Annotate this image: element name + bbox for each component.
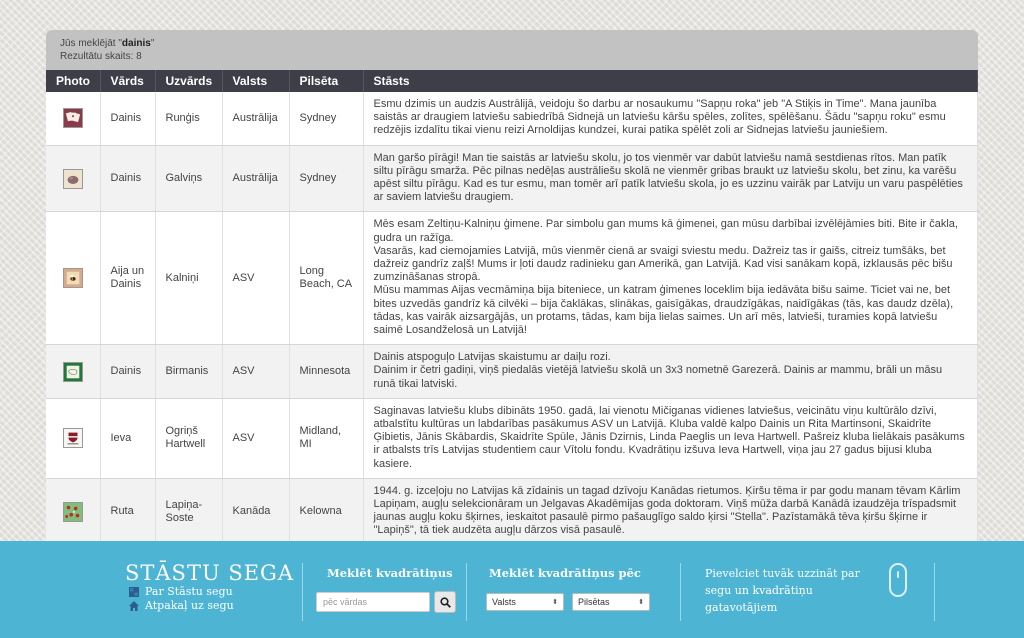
info-text: Pievelciet tuvāk uzzināt par segu un kvadrātiņu gatavotājiem xyxy=(705,567,860,614)
back-link-label: Atpakaļ uz segu xyxy=(145,599,234,612)
results-count: Rezultātu skaits: 8 xyxy=(60,51,142,62)
footer xyxy=(0,541,1024,638)
last-name-cell: Lapiņa-Soste xyxy=(155,478,222,545)
mouse-scroll-icon[interactable] xyxy=(889,563,907,597)
country-cell: ASV xyxy=(222,398,289,478)
photo-cell xyxy=(46,398,100,478)
club-emblem-quilt-square-thumbnail[interactable] xyxy=(63,428,83,448)
country-cell: ASV xyxy=(222,345,289,399)
bee-quilt-square-thumbnail[interactable] xyxy=(63,268,83,288)
search-query-line: Jūs meklējāt "dainis" xyxy=(60,38,155,49)
divider xyxy=(466,563,467,621)
home-icon xyxy=(129,601,139,611)
table-row[interactable] xyxy=(46,398,978,478)
about-link[interactable] xyxy=(129,585,233,598)
table-header-row xyxy=(46,70,978,92)
photo-cell xyxy=(46,212,100,345)
name-search-input[interactable] xyxy=(316,592,430,612)
story-cell: Saginavas latviešu klubs dibināts 1950. gadā, lai vienotu Mičiganas vidienes latviešus, veicinātu viņu kultūrālo dzīvi, atbalstītu kultūras un labdarības pasākumus ASV un Latvijā. Kluba valdē kalpo Dainis un Rita Martinsoni, Skaidrīte Ģibietis, Jānis Skābardis, Skaidrīte Spūle, Jānis Dzirnis, Linda Paeglis un Ieva Hartwell. Pašreiz kluba lielākais pasākums ir atbalsts trīs Latvijas studentiem caur Vītolu fondu. Kvadrātiņu izšuva Ieva Hartwell, viņa jau 27 gadus bijusi kluba kasiere. xyxy=(363,398,978,478)
city-cell: Minnesota xyxy=(289,345,363,399)
filter-title: Meklēt kvadrātiņus pēc xyxy=(489,566,641,580)
city-cell: Sydney xyxy=(289,92,363,145)
back-link[interactable] xyxy=(129,599,234,612)
story-cell: Mēs esam Zeltiņu-Kalniņu ģimene. Par simbolu gan mums kā ģimenei, gan mūsu darbībai izvēlējāmies biti. Bite ir čakla, gudra un ražīga. Vasarās, kad ciemojamies Latvijā, mūs vienmēr cienā ar svaigi sviestu medu. Dažreiz tas ir gaišs, citreiz tumšāks, bet dažreiz gandrīz zaļš! Mums ir ļoti daudz radinieku gan Amerikā, gan Latvijā. Kad visi sanākam kopā, izklausās pēc bišu zumzināšanas stropā. Mūsu mammas Aijas vecmāmiņa bija biteniece, un katram ģimenes loceklim bija iedāvāta bišu saime. Ticiet vai ne, bet bites uzvedās gandrīz kā cilvēki – bija čaklākas, slinākas, gaisīgākas, draudzīgākas, naidīgākas (tās, kas daudz dzēla), tādas, kas vairāk aizsargājās, un protams, tādas, kam bija lielas saimes. Un arī mēs, latvieši, turamies kopā latviešu saimē Losandželosā un Latvijā! xyxy=(363,212,978,345)
country-cell: Kanāda xyxy=(222,478,289,545)
search-title: Meklēt kvadrātiņus xyxy=(327,566,453,580)
results-table xyxy=(46,70,978,546)
city-select-value: Pilsētas xyxy=(578,597,610,607)
photo-cell xyxy=(46,92,100,145)
city-cell: Kelowna xyxy=(289,478,363,545)
photo-cell xyxy=(46,478,100,545)
last-name-cell: Kalniņi xyxy=(155,212,222,345)
last-name-cell: Runģis xyxy=(155,92,222,145)
results-panel xyxy=(46,30,978,550)
bread-quilt-square-thumbnail[interactable] xyxy=(63,169,83,189)
playing-cards-quilt-square-thumbnail[interactable] xyxy=(63,108,83,128)
chevron-updown-icon: ⬍ xyxy=(552,599,558,606)
country-cell: Austrālija xyxy=(222,92,289,145)
brand-logo[interactable]: STĀSTU SEGA xyxy=(125,561,294,585)
table-body xyxy=(46,92,978,545)
column-header: Photo xyxy=(46,70,100,92)
table-row[interactable] xyxy=(46,478,978,545)
divider xyxy=(680,563,681,621)
last-name-cell: Birmanis xyxy=(155,345,222,399)
cherries-quilt-square-thumbnail[interactable] xyxy=(63,502,83,522)
last-name-cell: Galviņs xyxy=(155,145,222,212)
column-header: Stāsts xyxy=(363,70,978,92)
first-name-cell: Ruta xyxy=(100,478,155,545)
column-header: Vārds xyxy=(100,70,155,92)
story-cell: 1944. g. izceļoju no Latvijas kā zīdainis un tagad dzīvoju Kanādas rietumos. Ķiršu tēma ir par godu manam tēvam Kārlim Lapiņam, augļu selekcionāram un Jelgavas Akadēmijas goda doktoram. Viņš mūža darbā Kanādā izaudzēja trīspadsmit jaunas augļu koku šķirnes, ieskaitot pasaulē pirmo pašauglīgo saldo ķirsi "Stella". Pazīstamākā tēva ķiršu šķirne ir "Lapiņš", tā tiek audzēta augļu dārzos visā pasaulē. xyxy=(363,478,978,545)
first-name-cell: Dainis xyxy=(100,345,155,399)
story-cell: Man garšo pīrāgi! Man tie saistās ar latviešu skolu, jo tos vienmēr var dabūt latviešu namā sestdienas rītos. Man patīk siltu pīrāgu smarža. Pēc pilnas nedēļas austrāliešu skolā ne vienmēr gribas braukt uz latviešu skolu, bet zinu, ka varēšu apēst siltu pīrāgu. Kad es tur esmu, man tomēr arī patīk latviešu skola, jo es uzzinu vairāk par Latviju un varu paspēlēties ar saviem latviešu draugiem. xyxy=(363,145,978,212)
first-name-cell: Aija un Dainis xyxy=(100,212,155,345)
column-header: Valsts xyxy=(222,70,289,92)
search-button[interactable] xyxy=(434,591,456,613)
table-row[interactable] xyxy=(46,92,978,145)
first-name-cell: Ieva xyxy=(100,398,155,478)
story-cell: Esmu dzimis un audzis Austrālijā, veidoju šo darbu ar nosaukumu "Sapņu roka" jeb "A Stiķis in Time". Mana jaunība saistās ar draugiem latviešu sabiedrībā Sidnejā un latviešu kāršu spēles, zolītes, spēlēšanu. Šādu "sapņu roku" esmu redzējis izdalītu tikai vienu reizi Arnoldijas kundzei, kurai patika spēlēt zoli ar Sidnejas latviešu jauniešiem. xyxy=(363,92,978,145)
story-cell: Dainis atspoguļo Latvijas skaistumu ar daiļu rozi. Dainim ir četri gadiņi, viņš piedalās vietējā latviešu skolā un 3x3 nometnē Garezerā. Dainis ar mammu, brāli un māsu runā tikai latviski. xyxy=(363,345,978,399)
city-select[interactable] xyxy=(572,593,650,611)
chevron-updown-icon: ⬍ xyxy=(638,599,644,606)
divider xyxy=(934,563,935,621)
photo-cell xyxy=(46,345,100,399)
column-header: Uzvārds xyxy=(155,70,222,92)
search-icon xyxy=(440,597,451,608)
country-select[interactable] xyxy=(486,593,564,611)
city-cell: Midland, MI xyxy=(289,398,363,478)
table-row[interactable] xyxy=(46,145,978,212)
city-cell: Long Beach, CA xyxy=(289,212,363,345)
grid-icon xyxy=(129,587,139,597)
country-cell: Austrālija xyxy=(222,145,289,212)
search-query: dainis xyxy=(121,38,151,49)
table-row[interactable] xyxy=(46,212,978,345)
first-name-cell: Dainis xyxy=(100,92,155,145)
country-cell: ASV xyxy=(222,212,289,345)
about-link-label: Par Stāstu segu xyxy=(145,585,233,598)
table-row[interactable] xyxy=(46,345,978,399)
divider xyxy=(302,563,303,621)
search-info-bar xyxy=(46,30,978,70)
first-name-cell: Dainis xyxy=(100,145,155,212)
latvia-map-quilt-square-thumbnail[interactable] xyxy=(63,362,83,382)
country-select-value: Valsts xyxy=(492,597,516,607)
city-cell: Sydney xyxy=(289,145,363,212)
column-header: Pilsēta xyxy=(289,70,363,92)
photo-cell xyxy=(46,145,100,212)
last-name-cell: Ogriņš Hartwell xyxy=(155,398,222,478)
